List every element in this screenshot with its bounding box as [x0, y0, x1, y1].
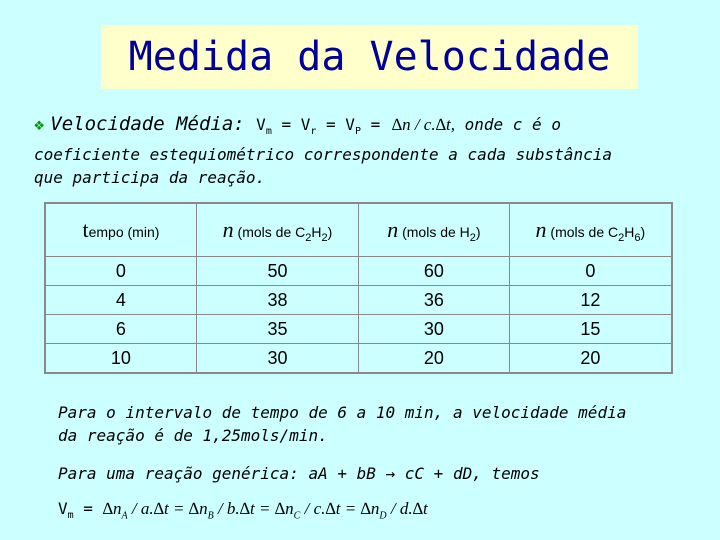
intro-label: Velocidade Média:	[50, 113, 245, 135]
table-cell: 4	[45, 286, 196, 315]
table-cell: 6	[45, 315, 196, 344]
interval-paragraph	[58, 401, 678, 447]
table-cell: 30	[196, 344, 358, 374]
table-cell: 38	[196, 286, 358, 315]
table-row	[45, 286, 672, 315]
velocity-symbols: $V_m = V_r = V_P$ =	[256, 115, 381, 138]
intro-line-1	[34, 113, 694, 143]
intro-text	[34, 113, 694, 189]
table-cell: 10	[45, 344, 196, 374]
title-box	[101, 25, 638, 89]
interval-line-1: Para o intervalo de tempo de 6 a 10 min, a velocidade média	[58, 403, 627, 422]
intro-after-formula: onde c é o	[454, 115, 561, 134]
table-cell: 50	[196, 257, 358, 286]
table-cell: 60	[359, 257, 510, 286]
table-cell: 20	[359, 344, 510, 374]
header-c2h2: n (mols de $C_2H_2$)	[196, 203, 358, 257]
table-cell: 12	[509, 286, 672, 315]
header-h2: n (mols de $H_2$)	[359, 203, 510, 257]
table-cell: 0	[509, 257, 672, 286]
table-cell: 36	[359, 286, 510, 315]
intro-line-3: que participa da reação.	[34, 168, 266, 188]
table-cell: 35	[196, 315, 358, 344]
table-cell: 15	[509, 315, 672, 344]
generic-reaction-text: Para uma reação genérica: aA + bB → cC + dD, temos	[58, 464, 540, 483]
formula-lhs: $V_m$ =	[58, 499, 93, 522]
table-cell: 30	[359, 315, 510, 344]
data-table	[44, 202, 673, 374]
table-cell: 20	[509, 344, 672, 374]
header-c2h6: n (mols de $C_2H_6$)	[509, 203, 672, 257]
diamond-bullet-icon: ❖	[34, 115, 45, 135]
table-row	[45, 315, 672, 344]
intro-formula: ∆n / c.∆t,	[391, 115, 455, 134]
table-header-row	[45, 203, 672, 257]
page-title: Medida da Velocidade	[128, 34, 611, 80]
table-row	[45, 257, 672, 286]
generic-rate-formula	[58, 497, 678, 527]
intro-line-2: coeficiente estequiométrico correspondente a cada substância	[34, 145, 612, 165]
formula-rhs: $\Delta n_A / a.\Delta t = \Delta n_B / b.\Delta t = \Delta n_C / c.\Delta t = \Delta n_D / d.\Delta t$	[102, 499, 428, 522]
table-row	[45, 344, 672, 374]
interval-line-2: da reação é de 1,25mols/min.	[58, 426, 328, 445]
table-cell: 0	[45, 257, 196, 286]
header-tempo: tempo (min)	[45, 203, 196, 257]
